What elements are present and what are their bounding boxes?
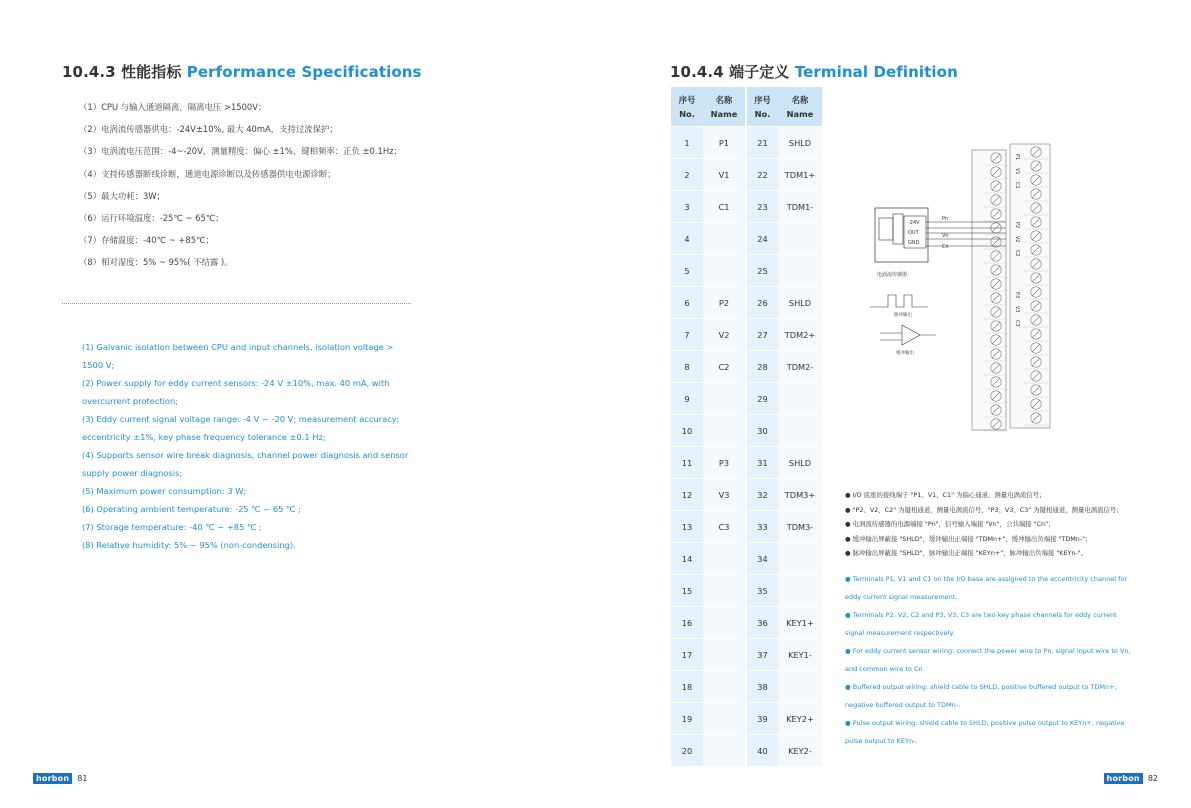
footer-right xyxy=(1104,773,1158,784)
terminal-number-cell: 35 xyxy=(746,575,778,607)
terminal-number-cell: 22 xyxy=(746,159,778,191)
table-row xyxy=(671,447,822,479)
performance-specs-title xyxy=(62,61,422,82)
cn-note-item: ● 脉冲输出屏蔽接 "SHLD"，脉冲输出正端接 "KEYn+"，脉冲输出负端接 "KEYn-"。 xyxy=(845,549,1088,557)
table-row xyxy=(671,127,822,159)
table-row xyxy=(671,479,822,511)
table-row xyxy=(671,287,822,319)
terminal-number-cell: 4 xyxy=(671,223,703,255)
footer-left xyxy=(33,773,87,784)
table-row xyxy=(671,319,822,351)
table-row xyxy=(671,575,822,607)
table-row xyxy=(671,607,822,639)
terminal-number-cell: 36 xyxy=(746,607,778,639)
en-spec-item: (1) Galvanic isolation between CPU and input channels, isolation voltage > 1500 V; xyxy=(82,342,394,370)
cn-spec-list xyxy=(79,96,402,274)
en-spec-item: (8) Relative humidity: 5% ~ 95% (non-condensing). xyxy=(82,540,296,550)
terminal-name-cell xyxy=(703,735,746,767)
terminal-table xyxy=(671,87,822,766)
terminal-number-cell: 8 xyxy=(671,351,703,383)
terminal-name-cell xyxy=(778,415,822,447)
terminal-label: C2 xyxy=(1014,250,1020,257)
en-note-item: ● Terminals P1, V1 and C1 on the I/O base are assigned to the eccentricity channel for eddy current signal measurement. xyxy=(845,575,1128,601)
terminal-number-cell: 12 xyxy=(671,479,703,511)
terminal-number-cell: 27 xyxy=(746,319,778,351)
terminal-name-cell: KEY2- xyxy=(778,735,822,767)
cn-spec-item: （8）相对湿度：5% ~ 95%( 不结露 )。 xyxy=(79,257,233,268)
table-row xyxy=(671,543,822,575)
table-row xyxy=(671,511,822,543)
eddy-current-sensor xyxy=(875,208,928,278)
cn-note-item: ● 缓冲输出屏蔽接 "SHLD"，缓冲输出正端接 "TDMn+"，缓冲输出负端接 "TDMn-"； xyxy=(845,534,1092,543)
terminal-label: P1 xyxy=(1014,154,1020,161)
header-no: 序号 No. xyxy=(746,87,778,127)
terminal-block-left xyxy=(972,150,1008,431)
terminal-name-cell: TDM1- xyxy=(778,191,822,223)
header-name: 名称 Name xyxy=(703,87,746,127)
table-row xyxy=(671,255,822,287)
terminal-label: V2 xyxy=(1014,236,1020,243)
terminal-number-cell: 28 xyxy=(746,351,778,383)
terminal-number-cell: 2 xyxy=(671,159,703,191)
terminal-name-cell: C1 xyxy=(703,191,746,223)
terminal-name-cell xyxy=(778,255,822,287)
terminal-number-cell: 33 xyxy=(746,511,778,543)
terminal-number-cell: 17 xyxy=(671,639,703,671)
terminal-number-cell: 37 xyxy=(746,639,778,671)
wire-label: Pn xyxy=(942,216,949,222)
terminal-name-cell: V1 xyxy=(703,159,746,191)
table-row xyxy=(671,383,822,415)
page-number: 81 xyxy=(77,774,88,783)
en-spec-item: (3) Eddy current signal voltage range: -4 V ~ -20 V; measurement accuracy: eccentricity ±1%, key phase frequency tolerance ±0.1 Hz; xyxy=(82,414,399,442)
terminal-name-cell: P3 xyxy=(703,447,746,479)
terminal-name-cell: TDM2- xyxy=(778,351,822,383)
terminal-number-cell: 19 xyxy=(671,703,703,735)
terminal-number-cell: 34 xyxy=(746,543,778,575)
terminal-number-cell: 6 xyxy=(671,287,703,319)
title-en: Terminal Definition xyxy=(794,63,958,81)
terminal-number-cell: 18 xyxy=(671,671,703,703)
table-row xyxy=(671,415,822,447)
header-name: 名称 Name xyxy=(778,87,822,127)
terminal-number-cell: 14 xyxy=(671,543,703,575)
terminal-name-cell: TDM2+ xyxy=(778,319,822,351)
cn-spec-item: （4）支持传感器断线诊断，通道电源诊断以及传感器供电电源诊断； xyxy=(79,168,336,179)
table-row xyxy=(671,735,822,767)
en-note-list xyxy=(845,570,1135,750)
cn-spec-item: （2）电涡流传感器供电：-24V±10%, 最大 40mA，支持过流保护； xyxy=(79,124,338,135)
pin-label: OUT xyxy=(908,230,919,236)
en-spec-item: (5) Maximum power consumption: 3 W; xyxy=(82,486,247,496)
terminal-label: P3 xyxy=(1014,292,1020,299)
terminal-number-cell: 11 xyxy=(671,447,703,479)
terminal-name-cell: SHLD xyxy=(778,287,822,319)
table-row xyxy=(671,639,822,671)
sensor-caption: 电涡流传感器 xyxy=(877,272,908,278)
en-spec-item: (4) Supports sensor wire break diagnosis, channel power diagnosis and sensor supply power diagnosis; xyxy=(82,450,409,478)
terminal-number-cell: 38 xyxy=(746,671,778,703)
wire-label: Vn xyxy=(942,233,949,239)
en-spec-item: (6) Operating ambient temperature: -25 ℃ ~ 65 ℃ ; xyxy=(82,504,301,514)
table-row xyxy=(671,159,822,191)
terminal-name-cell: SHLD xyxy=(778,127,822,159)
terminal-name-cell xyxy=(778,383,822,415)
dotted-divider xyxy=(62,303,411,304)
terminal-number-cell: 16 xyxy=(671,607,703,639)
terminal-name-cell xyxy=(703,223,746,255)
terminal-name-cell xyxy=(778,223,822,255)
terminal-number-cell: 31 xyxy=(746,447,778,479)
terminal-name-cell xyxy=(703,383,746,415)
terminal-number-cell: 13 xyxy=(671,511,703,543)
terminal-name-cell: C3 xyxy=(703,511,746,543)
terminal-label: C3 xyxy=(1014,320,1020,327)
terminal-name-cell: P1 xyxy=(703,127,746,159)
terminal-name-cell xyxy=(703,543,746,575)
wire-label: Cn xyxy=(942,244,949,250)
buffer-output-symbol xyxy=(880,325,936,356)
terminal-label: V3 xyxy=(1014,306,1020,313)
terminal-number-cell: 23 xyxy=(746,191,778,223)
en-note-item: ● Buffered output wiring: shield cable to SHLD, positive buffered output to TDMn+, negative buffered output to TDMn-. xyxy=(845,683,1117,709)
en-note-item: ● Terminals P2, V2, C2 and P3, V3, C3 are two key phase channels for eddy current signal measurement respectively. xyxy=(845,611,1117,637)
terminal-name-cell: TDM3+ xyxy=(778,479,822,511)
en-spec-item: (7) Storage temperature: -40 ℃ ~ +85 ℃ ; xyxy=(82,522,262,532)
terminal-number-cell: 32 xyxy=(746,479,778,511)
pulse-output-symbol xyxy=(870,295,928,318)
terminal-number-cell: 39 xyxy=(746,703,778,735)
terminal-label: P2 xyxy=(1014,222,1020,229)
terminal-table-body xyxy=(671,127,822,767)
en-spec-list xyxy=(82,338,412,554)
terminal-name-cell: SHLD xyxy=(778,447,822,479)
cn-spec-item: （6）运行环境温度：-25℃ ~ 65℃； xyxy=(79,213,224,224)
buffer-caption: 缓冲输出 xyxy=(896,351,914,356)
cn-spec-item: （1）CPU 与输入通道隔离，隔离电压 >1500V； xyxy=(79,102,267,112)
terminal-name-cell: KEY1- xyxy=(778,639,822,671)
cn-note-item: ● I/O 底座的接线端子 "P1、V1、C1" 为偏心通道，测量电涡流信号； xyxy=(845,491,1046,499)
horbon-logo: horbon xyxy=(1104,773,1143,784)
terminal-number-cell: 24 xyxy=(746,223,778,255)
table-row xyxy=(671,671,822,703)
terminal-name-cell xyxy=(703,671,746,703)
cn-note-list xyxy=(845,488,1123,561)
terminal-number-cell: 30 xyxy=(746,415,778,447)
terminal-name-cell xyxy=(703,607,746,639)
terminal-name-cell xyxy=(703,703,746,735)
header-no: 序号 No. xyxy=(671,87,703,127)
terminal-number-cell: 25 xyxy=(746,255,778,287)
terminal-name-cell xyxy=(703,255,746,287)
terminal-number-cell: 3 xyxy=(671,191,703,223)
title-cn: 10.4.4 端子定义 xyxy=(670,63,795,81)
terminal-name-cell: P2 xyxy=(703,287,746,319)
pin-label: -24V xyxy=(908,220,920,226)
terminal-name-cell: KEY1+ xyxy=(778,607,822,639)
terminal-number-cell: 1 xyxy=(671,127,703,159)
en-note-item: ● For eddy current sensor wiring: connect the power wire to Pn, signal input wire to Vn, and common wire to Cn. xyxy=(845,647,1131,673)
terminal-number-cell: 9 xyxy=(671,383,703,415)
cn-spec-item: （5）最大功耗：3W； xyxy=(79,190,165,201)
terminal-name-cell: V3 xyxy=(703,479,746,511)
cn-note-item: ● 电涡流传感器的电源端接 "Pn"，信号输入端接 "Vn"，公共端接 "Cn"； xyxy=(845,520,1055,528)
pin-label: GND xyxy=(908,240,920,246)
en-note-item: ● Pulse output wiring: shield cable to SHLD, positive pulse output to KEYn+, negative pulse output to KEYn-. xyxy=(845,719,1125,745)
terminal-number-cell: 15 xyxy=(671,575,703,607)
terminal-number-cell: 5 xyxy=(671,255,703,287)
terminal-number-cell: 21 xyxy=(746,127,778,159)
terminal-name-cell: KEY2+ xyxy=(778,703,822,735)
terminal-number-cell: 29 xyxy=(746,383,778,415)
terminal-name-cell xyxy=(778,543,822,575)
table-row xyxy=(671,351,822,383)
terminal-name-cell xyxy=(703,415,746,447)
terminal-name-cell: C2 xyxy=(703,351,746,383)
wiring-diagram xyxy=(858,140,1053,432)
terminal-name-cell xyxy=(703,575,746,607)
terminal-name-cell: TDM1+ xyxy=(778,159,822,191)
horbon-logo: horbon xyxy=(33,773,72,784)
terminal-number-cell: 40 xyxy=(746,735,778,767)
terminal-label: C1 xyxy=(1014,182,1020,189)
title-en: Performance Specifications xyxy=(186,63,422,81)
table-row xyxy=(671,191,822,223)
terminal-name-cell xyxy=(703,639,746,671)
page-number: 82 xyxy=(1147,774,1158,783)
terminal-name-cell xyxy=(778,671,822,703)
terminal-label: V1 xyxy=(1014,168,1020,175)
cn-spec-item: （7）存储温度：-40℃ ~ +85℃； xyxy=(79,235,214,246)
pulse-caption: 脉冲输出 xyxy=(894,313,912,318)
terminal-name-cell: TDM3- xyxy=(778,511,822,543)
cn-spec-item: （3）电涡流电压范围：-4~-20V，测量精度：偏心 ±1%，键相频率：正负 ±0.1Hz； xyxy=(79,146,402,157)
terminal-number-cell: 20 xyxy=(671,735,703,767)
terminal-number-cell: 10 xyxy=(671,415,703,447)
terminal-number-cell: 7 xyxy=(671,319,703,351)
terminal-definition-title xyxy=(670,61,958,82)
terminal-name-cell: V2 xyxy=(703,319,746,351)
en-spec-item: (2) Power supply for eddy current sensors: -24 V ±10%, max. 40 mA, with overcurrent protection; xyxy=(82,378,390,406)
terminal-number-cell: 26 xyxy=(746,287,778,319)
terminal-name-cell xyxy=(778,575,822,607)
table-row xyxy=(671,223,822,255)
cn-note-item: ● "P2、V2、C2" 为键相通道，测量电涡流信号，"P3、V3、C3" 为键相通道，测量电涡流信号； xyxy=(845,505,1123,514)
table-row xyxy=(671,703,822,735)
title-cn: 10.4.3 性能指标 xyxy=(62,63,187,81)
table-header-row xyxy=(671,87,822,127)
